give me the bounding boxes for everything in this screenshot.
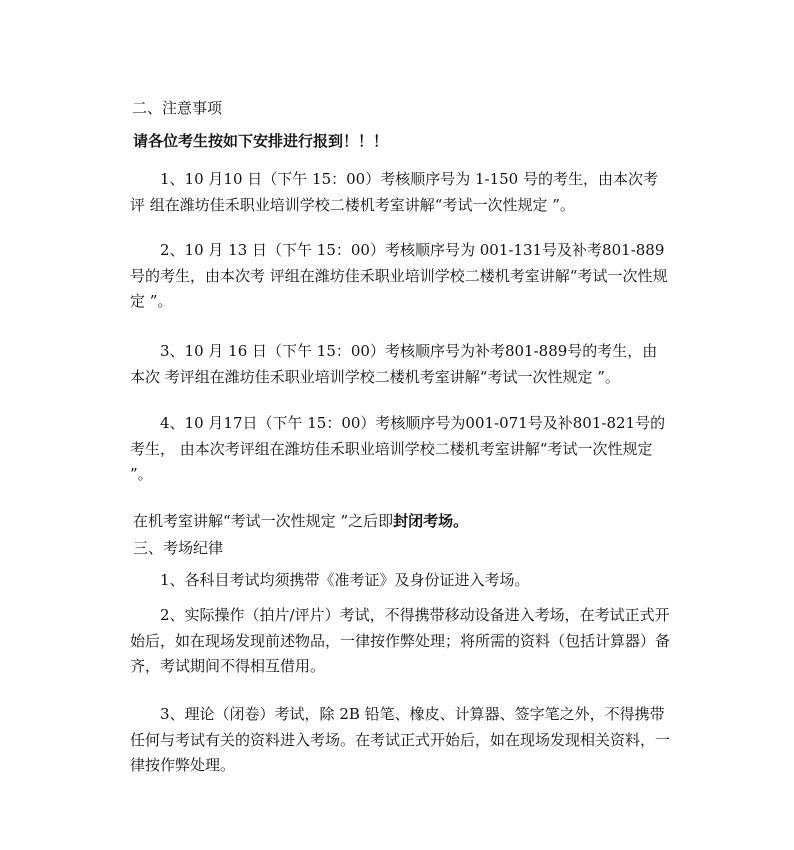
schedule-item-4: 4、10 月17日（下午 15：00）考核顺序号为001-071号及补801-821号的考生， 由本次考评组在潍坊佳禾职业培训学校二楼机考室讲解“考试一次性规定 ”。: [130, 414, 666, 483]
discipline-item-2: 2、实际操作（拍片/评片）考试，不得携带移动设备进入考场，在考试正式开始后，如在现场发现前述物品，一律按作弊处理；将所需的资料（包括计算器）备齐，考试期间不得相互借用。: [130, 606, 671, 675]
schedule-item-3: 3、10 月 16 日（下午 15：00）考核顺序号为补考801-889号的考生，由本次 考评组在潍坊佳禾职业培训学校二楼机考室讲解“考试一次性规定 ”。: [130, 342, 658, 386]
closing-statement-text: 在机考室讲解“考试一次性规定 ”之后即: [133, 512, 394, 530]
section-heading-notes: 二、注意事项: [132, 99, 223, 117]
discipline-item-3: 3、理论（闭卷）考试，除 2B 铅笔、橡皮、计算器、签字笔之外，不得携带任何与考试有关的资料进入考场。在考试正式开始后，如在现场发现相关资料，一律按作弊处理。: [130, 705, 671, 774]
schedule-item-2: 2、10 月 13 日（下午 15：00）考核顺序号为 001-131号及补考801-889号的考生，由本次考 评组在潍坊佳禾职业培训学校二楼机考室讲解“考试一次性规定 ”。: [130, 241, 668, 310]
schedule-item-1: 1、10 月10 日（下午 15：00）考核顺序号为 1-150 号的考生，由本次考评 组在潍坊佳禾职业培训学校二楼机考室讲解“考试一次性规定 ”。: [130, 170, 658, 214]
report-notice: 请各位考生按如下安排进行报到！！！: [133, 132, 389, 150]
closing-statement: [133, 511, 468, 531]
discipline-item-1: 1、各科目考试均须携带《准考证》及身份证进入考场。: [160, 571, 530, 589]
section-heading-discipline: 三、考场纪律: [133, 539, 224, 557]
closing-statement-bold: 封闭考场。: [393, 512, 469, 530]
